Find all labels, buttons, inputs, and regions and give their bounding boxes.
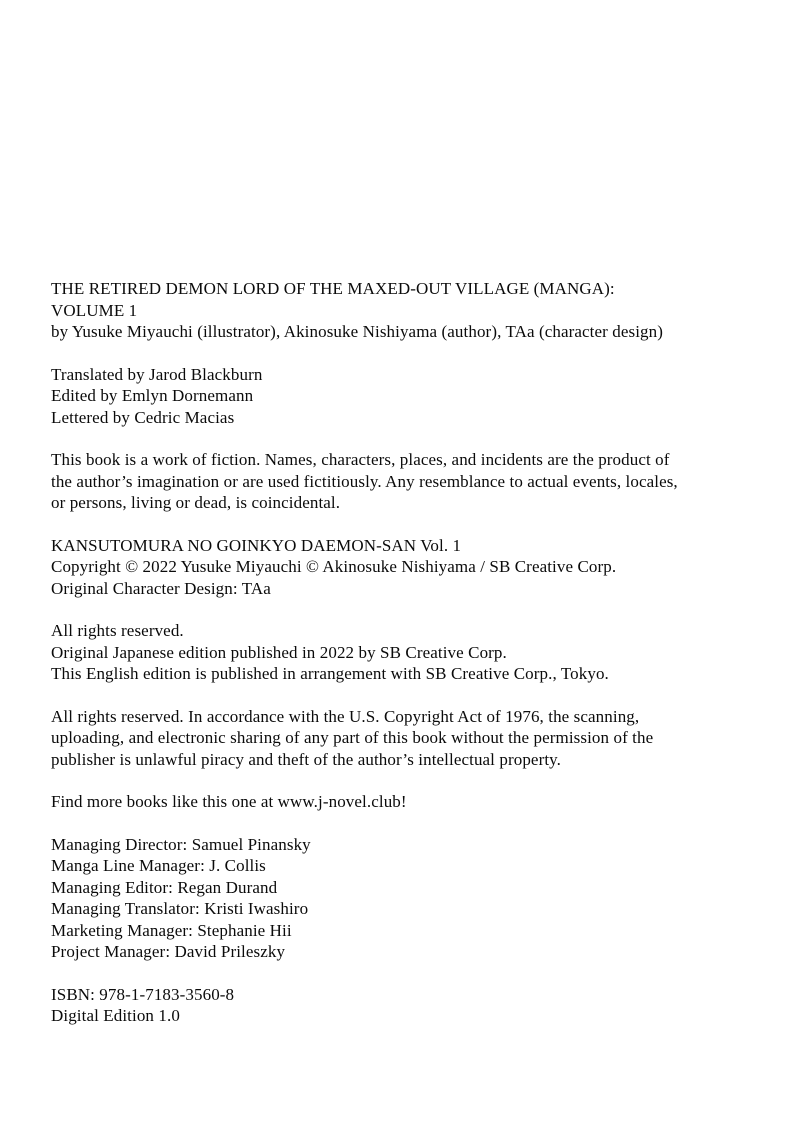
digital-edition-line: Digital Edition 1.0 — [51, 1006, 180, 1025]
isbn-line: ISBN: 978-1-7183-3560-8 — [51, 984, 235, 1004]
copyright-block — [51, 535, 692, 600]
colophon-page — [51, 278, 692, 1027]
marketing-manager-credit: Marketing Manager: Stephanie Hii — [51, 920, 292, 940]
managing-editor-credit: Managing Editor: Regan Durand — [51, 877, 278, 897]
project-manager-credit: Project Manager: David Prileszky — [51, 942, 286, 961]
manga-line-manager-credit: Manga Line Manager: J. Collis — [51, 856, 266, 875]
staff-credits-block — [51, 364, 692, 429]
english-edition-line: This English edition is published in arrangement with SB Creative Corp., Tokyo. — [51, 664, 609, 683]
promo-line: Find more books like this one at www.j-novel.club! — [51, 792, 407, 811]
letterer-credit: Lettered by Cedric Macias — [51, 407, 235, 427]
original-japanese-title: KANSUTOMURA NO GOINKYO DAEMON-SAN Vol. 1 — [51, 535, 462, 555]
editor-credit: Edited by Emlyn Dornemann — [51, 386, 254, 405]
title-block — [51, 278, 692, 343]
managing-director-credit: Managing Director: Samuel Pinansky — [51, 834, 311, 854]
character-design-credit: Original Character Design: TAa — [51, 578, 271, 598]
edition-block — [51, 984, 692, 1027]
copyright-line: Copyright © 2022 Yusuke Miyauchi © Akinosuke Nishiyama / SB Creative Corp. — [51, 557, 617, 576]
rights-reserved-line: All rights reserved. — [51, 621, 184, 640]
fiction-disclaimer: This book is a work of fiction. Names, characters, places, and incidents are the product of the author’s imagination or are used fictitiously. Any resemblance to actual events, locales, or persons, living or dead, is coincidental. — [51, 450, 678, 512]
original-edition-line: Original Japanese edition published in 2022 by SB Creative Corp. — [51, 642, 507, 662]
translator-credit: Translated by Jarod Blackburn — [51, 364, 263, 384]
publisher-credits-block — [51, 834, 692, 963]
managing-translator-credit: Managing Translator: Kristi Iwashiro — [51, 899, 309, 918]
book-title: THE RETIRED DEMON LORD OF THE MAXED-OUT VILLAGE (MANGA): VOLUME 1 — [51, 279, 615, 320]
byline: by Yusuke Miyauchi (illustrator), Akinosuke Nishiyama (author), TAa (character design) — [51, 322, 663, 341]
piracy-notice: All rights reserved. In accordance with the U.S. Copyright Act of 1976, the scanning, uploading, and electronic sharing of any part of this book without the permission of the publisher is unlawful piracy and theft of the author’s intellectual property. — [51, 706, 654, 769]
rights-block — [51, 620, 692, 685]
